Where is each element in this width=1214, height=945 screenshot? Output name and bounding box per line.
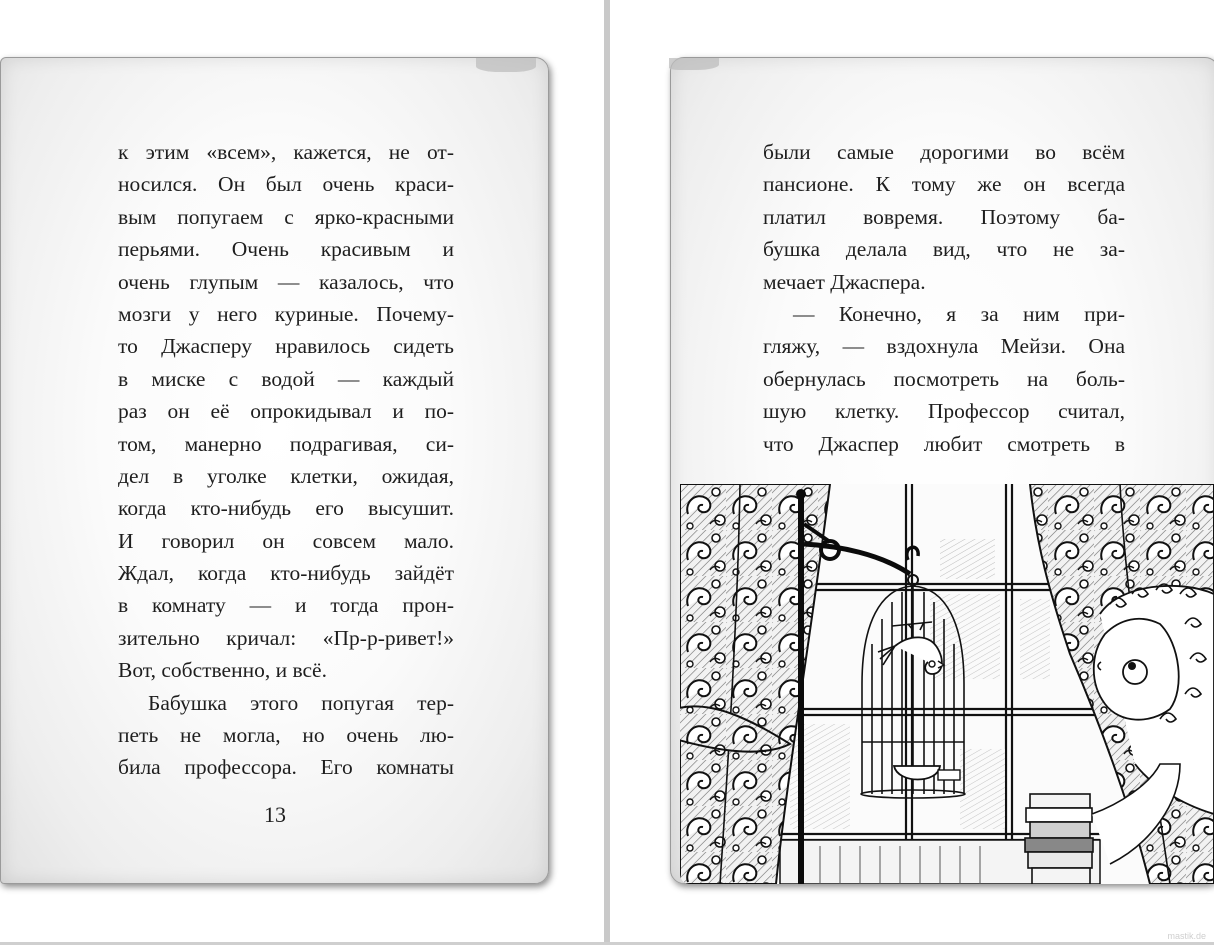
- text-line: била профессора. Его комнаты: [118, 755, 454, 780]
- text-line: то Джасперу нравилось сидеть: [118, 334, 454, 359]
- text-line: И говорил он совсем мало.: [118, 528, 454, 553]
- text-line: носился. Он был очень краси-: [118, 172, 454, 197]
- left-page-text: [118, 136, 454, 784]
- text-line: петь не могла, но очень лю-: [118, 723, 454, 748]
- text-line: зительно кричал: «Пр-р-ривет!»: [118, 625, 454, 650]
- text-line: мечает Джаспера.: [763, 269, 926, 294]
- text-line: бушка делала вид, что не за-: [763, 237, 1125, 262]
- text-line: Бабушка этого попугая тер-: [148, 690, 454, 715]
- text-line: гляжу, — вздохнула Мейзи. Она: [763, 334, 1125, 359]
- text-line: в комнату — и тогда прон-: [118, 593, 454, 618]
- text-line: раз он её опрокидывал и по-: [118, 399, 454, 424]
- page-stain: [669, 58, 719, 70]
- text-line: обернулась посмотреть на боль-: [763, 366, 1125, 391]
- page-number: 13: [264, 802, 286, 827]
- text-line: очень глупым — казалось, что: [118, 269, 454, 294]
- text-line: пансионе. К тому же он всегда: [763, 172, 1125, 197]
- watermark: mastik.de: [1167, 931, 1206, 941]
- parrot-cage-illustration: [680, 484, 1214, 884]
- page-gutter-divider: [604, 0, 610, 945]
- text-line: платил вовремя. Поэтому ба-: [763, 204, 1125, 229]
- text-line: мозги у него куриные. Почему-: [118, 301, 454, 326]
- text-line: к этим «всем», кажется, не от-: [118, 140, 454, 164]
- text-line: шую клетку. Профессор считал,: [763, 399, 1125, 424]
- text-line: дел в уголке клетки, ожидая,: [118, 463, 454, 488]
- text-line: были самые дорогими во всём: [763, 140, 1125, 164]
- text-line: — Конечно, я за ним при-: [793, 301, 1125, 326]
- text-line: перьями. Очень красивым и: [118, 237, 454, 262]
- text-line: Ждал, когда кто-нибудь зайдёт: [118, 561, 454, 586]
- text-line: что Джаспер любит смотреть в: [763, 431, 1125, 456]
- text-line: Вот, собственно, и всё.: [118, 658, 327, 683]
- text-line: когда кто-нибудь его высушит.: [118, 496, 454, 521]
- text-line: в миске с водой — каждый: [118, 366, 454, 391]
- text-line: вым попугаем с ярко-красными: [118, 204, 454, 229]
- page-stain: [476, 58, 536, 72]
- text-line: том, манерно подрагивая, си-: [118, 431, 454, 456]
- right-page-text: [763, 136, 1125, 460]
